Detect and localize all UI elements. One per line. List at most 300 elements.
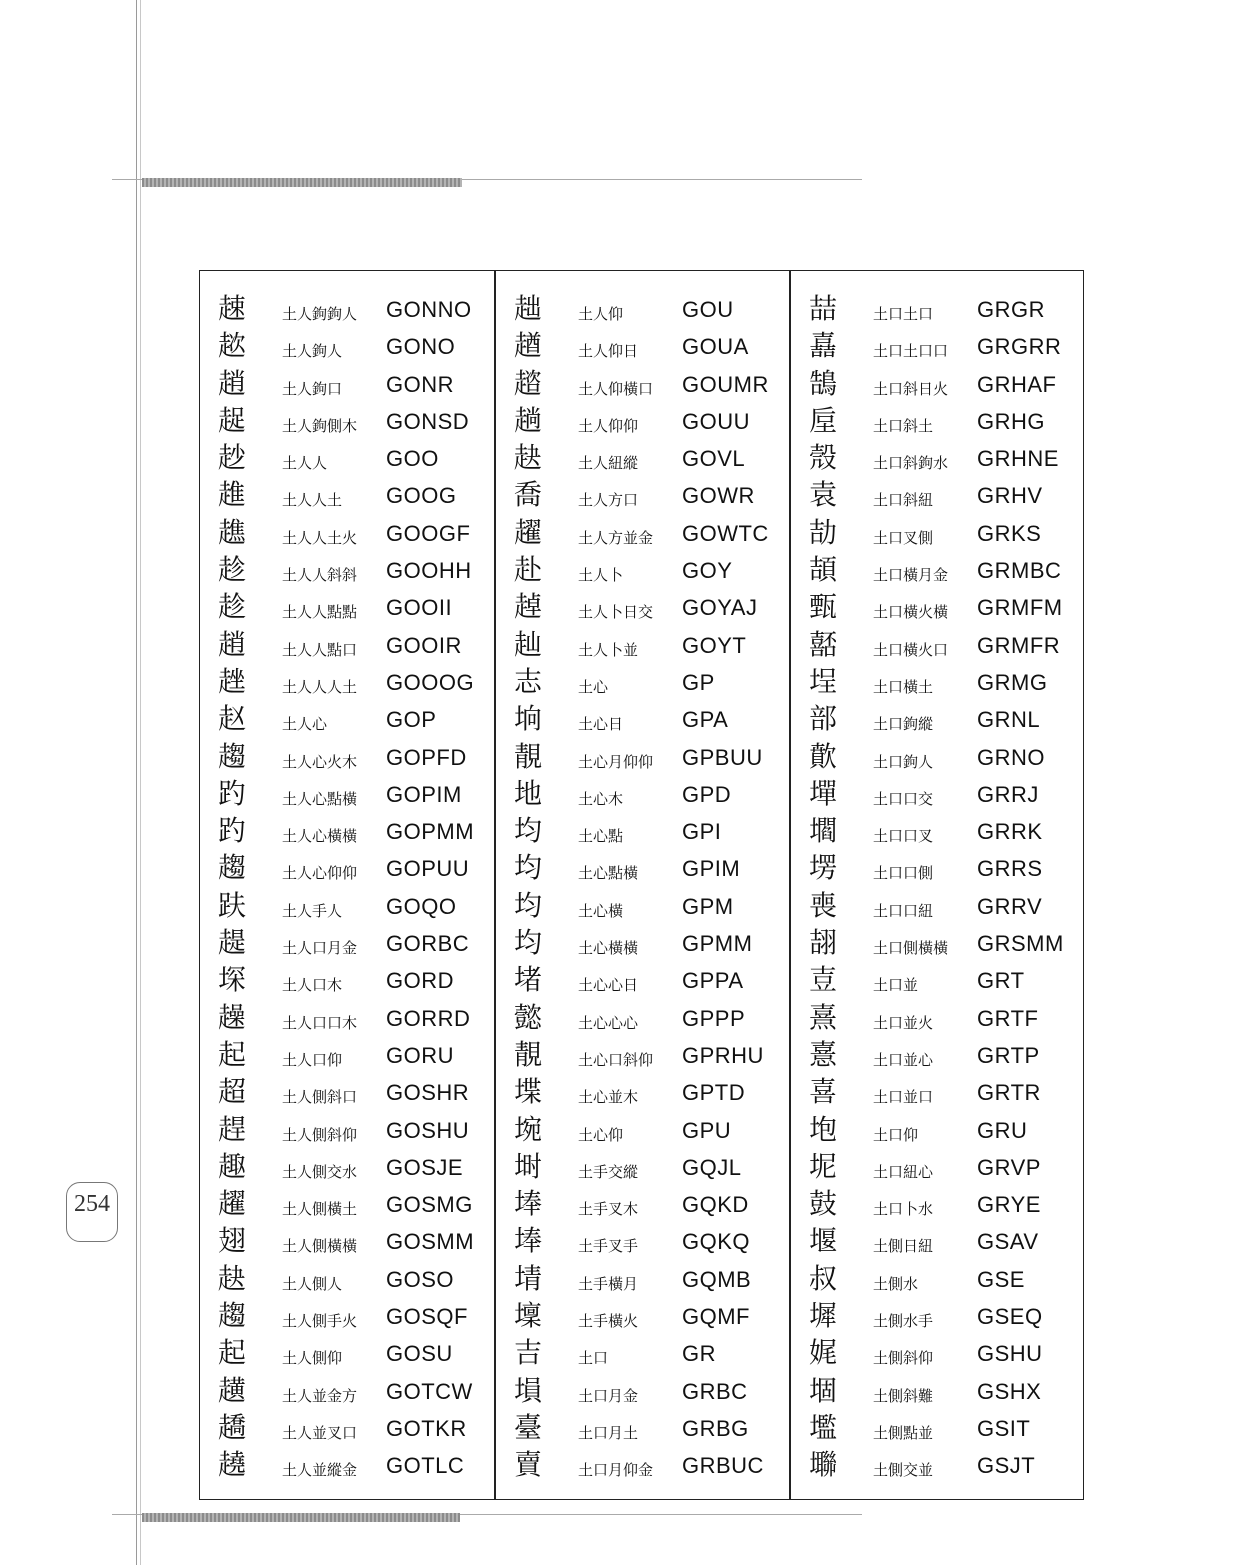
input-code: GOOHH <box>386 558 472 584</box>
character: 趗 <box>218 403 247 437</box>
input-code: GRSMM <box>977 931 1064 957</box>
table-row <box>200 926 490 963</box>
component-names: 土人仰橫口 <box>578 379 654 398</box>
character: 塤 <box>514 1373 543 1407</box>
component-names: 土手叉手 <box>578 1237 639 1256</box>
component-names: 土心口斜仰 <box>578 1050 654 1069</box>
input-code: GOSU <box>386 1341 453 1367</box>
table-row <box>200 516 490 553</box>
character: 埥 <box>514 1261 543 1295</box>
component-names: 土人人點點 <box>282 603 358 622</box>
table-row <box>791 702 1081 739</box>
character: 均 <box>514 814 543 848</box>
input-code: GPD <box>682 781 732 807</box>
table-row <box>200 740 490 777</box>
character: 趭 <box>218 515 247 549</box>
input-code: GRHAF <box>977 371 1057 397</box>
input-code: GOUA <box>682 334 749 360</box>
component-names: 土人口木 <box>282 976 343 995</box>
input-code: GRTP <box>977 1042 1040 1068</box>
character: 壏 <box>809 1410 838 1444</box>
input-code: GRRV <box>977 893 1043 919</box>
component-names: 土心橫 <box>578 901 624 920</box>
input-code: GPPA <box>682 968 744 994</box>
component-names: 土人側橫橫 <box>282 1237 358 1256</box>
character: 懿 <box>514 1000 543 1034</box>
input-code: GPI <box>682 819 722 845</box>
table-row <box>200 1001 490 1038</box>
character: 趨 <box>218 739 247 773</box>
component-names: 土人人 <box>282 454 328 473</box>
component-names: 土口月仰金 <box>578 1461 654 1480</box>
table-row <box>496 702 786 739</box>
component-names: 土心木 <box>578 789 624 808</box>
table-row <box>200 628 490 665</box>
component-names: 土心仰 <box>578 1125 624 1144</box>
component-names: 土口橫火口 <box>873 640 949 659</box>
table-row <box>791 1448 1081 1485</box>
table-row <box>791 777 1081 814</box>
component-names: 土人口口木 <box>282 1013 358 1032</box>
component-names: 土側日紐 <box>873 1237 934 1256</box>
input-code: GOSHR <box>386 1080 470 1106</box>
input-code: GPIM <box>682 856 741 882</box>
input-code: GSHX <box>977 1378 1042 1404</box>
character: 趡 <box>218 478 247 512</box>
input-code: GOSQF <box>386 1304 468 1330</box>
page-number: 254 <box>66 1182 118 1242</box>
table-row <box>496 963 786 1000</box>
character: 趣 <box>218 1149 247 1183</box>
input-code: GPPP <box>682 1005 746 1031</box>
table-row <box>200 1411 490 1448</box>
table-row <box>200 404 490 441</box>
character: 趵 <box>218 776 247 810</box>
character: 喪 <box>809 888 838 922</box>
input-code: GOYAJ <box>682 595 758 621</box>
input-code: GRHG <box>977 408 1045 434</box>
component-names: 土口紐心 <box>873 1162 934 1181</box>
character: 趚 <box>218 292 247 325</box>
table-row <box>496 367 786 404</box>
component-names: 土心日 <box>578 715 624 734</box>
character: 憙 <box>809 1037 838 1071</box>
input-code: GRBG <box>682 1415 749 1441</box>
table-row <box>791 292 1081 329</box>
character: 趯 <box>218 1187 247 1221</box>
input-code: GONNO <box>386 297 472 322</box>
character: 趯 <box>514 515 543 549</box>
component-names: 土側點並 <box>873 1423 934 1442</box>
character: 趪 <box>218 1373 247 1407</box>
component-names: 土口鉤縱 <box>873 715 934 734</box>
table-row <box>496 851 786 888</box>
component-names: 土人手人 <box>282 901 343 920</box>
table-row <box>496 926 786 963</box>
component-names: 土側交並 <box>873 1461 934 1480</box>
input-code: GRMFR <box>977 632 1061 658</box>
character: 趦 <box>514 366 543 400</box>
table-row <box>791 1224 1081 1261</box>
table-row <box>791 1299 1081 1336</box>
table-row <box>200 553 490 590</box>
table-row <box>791 441 1081 478</box>
component-names: 土人人人土 <box>282 677 358 696</box>
input-code: GOTCW <box>386 1378 473 1404</box>
character: 赸 <box>514 627 543 661</box>
input-code: GOQO <box>386 893 457 919</box>
character: 趧 <box>218 926 247 960</box>
input-code: GOY <box>682 558 733 584</box>
table-column-3 <box>791 292 1081 1486</box>
character: 吉 <box>514 1336 543 1370</box>
character: 堰 <box>809 1224 838 1258</box>
table-row <box>791 1374 1081 1411</box>
table-row <box>200 851 490 888</box>
component-names: 土人仰仰 <box>578 416 639 435</box>
table-column-1 <box>200 292 490 1486</box>
component-names: 土心點 <box>578 827 624 846</box>
component-names: 土人人土火 <box>282 528 358 547</box>
character: 志 <box>514 664 543 698</box>
character: 嚭 <box>809 627 838 661</box>
input-code: GP <box>682 669 715 695</box>
component-names: 土口 <box>578 1349 609 1368</box>
component-names: 土人卜 <box>578 566 624 585</box>
character: 壛 <box>809 814 838 848</box>
component-names: 土口並心 <box>873 1050 934 1069</box>
input-code: GOOIR <box>386 632 462 658</box>
input-code: GOPFD <box>386 744 467 770</box>
table-row <box>791 516 1081 553</box>
component-names: 土側水 <box>873 1274 919 1293</box>
component-names: 土人人土 <box>282 491 343 510</box>
input-code: GSEQ <box>977 1304 1043 1330</box>
input-code: GRT <box>977 968 1025 994</box>
component-names: 土口土口口 <box>873 342 949 361</box>
input-code: GRBC <box>682 1378 748 1404</box>
component-names: 土人人斜斜 <box>282 566 358 585</box>
table-row <box>200 1113 490 1150</box>
character: 埕 <box>809 664 838 698</box>
table-row <box>200 329 490 366</box>
component-names: 土心橫橫 <box>578 939 639 958</box>
input-code: GOSHU <box>386 1117 470 1143</box>
table-row <box>200 1075 490 1112</box>
character: 墠 <box>809 776 838 810</box>
component-names: 土人方口 <box>578 491 639 510</box>
table-row <box>496 1150 786 1187</box>
component-names: 土心月仰仰 <box>578 752 654 771</box>
character: 坭 <box>809 1149 838 1183</box>
character: 均 <box>514 926 543 960</box>
input-code: GRGR <box>977 297 1045 322</box>
character: 趁 <box>218 590 247 624</box>
table-row <box>791 1262 1081 1299</box>
component-names: 土口並 <box>873 976 919 995</box>
character: 靚 <box>514 1037 543 1071</box>
table-row <box>791 963 1081 1000</box>
input-code: GOPMM <box>386 819 475 845</box>
character: 趺 <box>218 888 247 922</box>
input-code: GSIT <box>977 1415 1031 1441</box>
table-row <box>200 1262 490 1299</box>
component-names: 土側水手 <box>873 1312 934 1331</box>
character: 嚞 <box>809 329 838 363</box>
table-row <box>496 1411 786 1448</box>
character: 喜 <box>809 1075 838 1109</box>
component-names: 土人卜並 <box>578 640 639 659</box>
table-row <box>791 553 1081 590</box>
character: 起 <box>218 1037 247 1071</box>
component-names: 土人人點口 <box>282 640 358 659</box>
table-row <box>200 367 490 404</box>
component-names: 土人側手火 <box>282 1312 358 1331</box>
component-names: 土人仰 <box>578 305 624 323</box>
character: 趵 <box>218 814 247 848</box>
table-row <box>496 740 786 777</box>
character: 趙 <box>218 627 247 661</box>
input-code: GORU <box>386 1042 454 1068</box>
table-row <box>496 590 786 627</box>
input-code: GRTF <box>977 1005 1039 1031</box>
table-row <box>200 1038 490 1075</box>
component-names: 土口斜土 <box>873 416 934 435</box>
table-row <box>200 1187 490 1224</box>
table-row <box>496 1113 786 1150</box>
input-code: GONR <box>386 371 454 397</box>
input-code: GRMBC <box>977 558 1062 584</box>
character: 袁 <box>809 478 838 512</box>
input-code: GSHU <box>977 1341 1043 1367</box>
input-code: GRKS <box>977 520 1042 546</box>
component-names: 土口側橫橫 <box>873 939 949 958</box>
component-names: 土側斜難 <box>873 1386 934 1405</box>
component-names: 土人並叉口 <box>282 1423 358 1442</box>
component-names: 土心並木 <box>578 1088 639 1107</box>
component-names: 土人側斜仰 <box>282 1125 358 1144</box>
table-row <box>496 1075 786 1112</box>
table-row <box>791 926 1081 963</box>
component-names: 土人側橫土 <box>282 1200 358 1219</box>
table-row <box>200 665 490 702</box>
character: 趥 <box>514 329 543 363</box>
input-code: GOOII <box>386 595 453 621</box>
input-code: GORD <box>386 968 454 994</box>
character: 墀 <box>809 1299 838 1333</box>
component-names: 土人並金方 <box>282 1386 358 1405</box>
input-code: GQKQ <box>682 1229 751 1255</box>
component-names: 土人側仰 <box>282 1349 343 1368</box>
component-names: 土口並火 <box>873 1013 934 1032</box>
component-names: 土人鉤口 <box>282 379 343 398</box>
character: 鼓 <box>809 1187 838 1221</box>
character: 堔 <box>218 963 247 997</box>
input-code: GRRJ <box>977 781 1039 807</box>
table-row <box>791 1150 1081 1187</box>
character: 娓 <box>809 1336 838 1370</box>
table-row <box>496 1224 786 1261</box>
component-names: 土口斜鉤水 <box>873 454 949 473</box>
character: 堵 <box>514 963 543 997</box>
component-names: 土人心火木 <box>282 752 358 771</box>
table-row <box>496 1262 786 1299</box>
input-code: GORRD <box>386 1005 471 1031</box>
table-row <box>200 702 490 739</box>
character: 埲 <box>514 1187 543 1221</box>
input-code: GR <box>682 1341 716 1367</box>
input-code: GPRHU <box>682 1042 764 1068</box>
character: 殼 <box>809 441 838 475</box>
character: 垧 <box>514 702 543 736</box>
character: 均 <box>514 851 543 885</box>
component-names: 土手橫月 <box>578 1274 639 1293</box>
component-names: 土口仰 <box>873 1125 919 1144</box>
character: 趉 <box>514 292 543 325</box>
table-row <box>496 516 786 553</box>
input-code: GOUU <box>682 408 750 434</box>
component-names: 土人並縱金 <box>282 1461 358 1480</box>
table-row <box>200 1150 490 1187</box>
table-row <box>496 404 786 441</box>
input-code: GRYE <box>977 1192 1041 1218</box>
component-names: 土口橫火橫 <box>873 603 949 622</box>
table-row <box>791 367 1081 404</box>
character: 靚 <box>514 739 543 773</box>
component-names: 土手交縱 <box>578 1162 639 1181</box>
character: 趟 <box>514 403 543 437</box>
component-names: 土手叉木 <box>578 1200 639 1219</box>
table-row <box>496 889 786 926</box>
input-code: GSAV <box>977 1229 1039 1255</box>
table-row <box>496 628 786 665</box>
input-code: GOP <box>386 707 437 733</box>
table-row <box>791 889 1081 926</box>
character: 趠 <box>514 590 543 624</box>
input-code: GRNL <box>977 707 1041 733</box>
character: 趨 <box>218 1299 247 1333</box>
component-names: 土口斜紐 <box>873 491 934 510</box>
table-row <box>200 478 490 515</box>
component-names: 土口鉤人 <box>873 752 934 771</box>
component-names: 土口口叉 <box>873 827 934 846</box>
character: 熹 <box>809 1000 838 1034</box>
component-names: 土口橫土 <box>873 677 934 696</box>
character: 喬 <box>514 478 543 512</box>
table-row <box>200 889 490 926</box>
component-names: 土口口交 <box>873 789 934 808</box>
component-names: 土人鉤側木 <box>282 416 358 435</box>
input-code: GSE <box>977 1266 1025 1292</box>
input-code: GOPUU <box>386 856 470 882</box>
input-code: GOSMM <box>386 1229 475 1255</box>
component-names: 土人心仰仰 <box>282 864 358 883</box>
input-code: GOO <box>386 446 439 472</box>
table-row <box>791 851 1081 888</box>
character: 垕 <box>809 403 838 437</box>
table-row <box>200 441 490 478</box>
table-row <box>791 329 1081 366</box>
table-row <box>496 1038 786 1075</box>
character: 均 <box>514 888 543 922</box>
table-row <box>791 1075 1081 1112</box>
input-code: GPA <box>682 707 729 733</box>
input-code: GOOG <box>386 483 457 509</box>
table-row <box>791 740 1081 777</box>
component-names: 土人紐縱 <box>578 454 639 473</box>
input-code: GOSMG <box>386 1192 473 1218</box>
table-row <box>200 292 490 329</box>
input-code: GRGRR <box>977 334 1062 360</box>
component-names: 土人側交水 <box>282 1162 358 1181</box>
table-row <box>200 1224 490 1261</box>
input-code: GRRS <box>977 856 1043 882</box>
input-code: GOTLC <box>386 1453 465 1479</box>
input-code: GRMFM <box>977 595 1063 621</box>
component-names: 土口叉側 <box>873 528 934 547</box>
character: 埘 <box>514 1149 543 1183</box>
component-names: 土手橫火 <box>578 1312 639 1331</box>
component-names: 土人卜日交 <box>578 603 654 622</box>
table-row <box>496 1374 786 1411</box>
left-margin-line <box>136 0 137 1565</box>
input-code: GOOGF <box>386 520 471 546</box>
input-code: GRHV <box>977 483 1043 509</box>
input-code: GRHNE <box>977 446 1059 472</box>
character: 赵 <box>218 702 247 736</box>
character: 鵠 <box>809 366 838 400</box>
character: 壴 <box>809 963 838 997</box>
input-code: GRU <box>977 1117 1028 1143</box>
top-rule-bar <box>142 178 462 187</box>
character: 壣 <box>809 1448 838 1482</box>
table-row <box>791 814 1081 851</box>
character: 賣 <box>514 1448 543 1482</box>
component-names: 土人方並金 <box>578 528 654 547</box>
table-row <box>200 1336 490 1373</box>
input-code: GOTKR <box>386 1415 467 1441</box>
input-code: GQKD <box>682 1192 749 1218</box>
input-code: GSJT <box>977 1453 1036 1479</box>
table-row <box>791 404 1081 441</box>
character: 甄 <box>809 590 838 624</box>
input-code: GPBUU <box>682 744 763 770</box>
input-code: GOWR <box>682 483 755 509</box>
bottom-rule-bar <box>142 1513 460 1522</box>
input-code: GOVL <box>682 446 746 472</box>
table-row <box>791 1001 1081 1038</box>
table-row <box>791 665 1081 702</box>
input-code: GRTR <box>977 1080 1041 1106</box>
input-code: GPM <box>682 893 734 919</box>
table-row <box>200 1299 490 1336</box>
component-names: 土人口仰 <box>282 1050 343 1069</box>
component-names: 土人鉤鉤人 <box>282 305 358 323</box>
table-row <box>200 1374 490 1411</box>
input-code: GPMM <box>682 931 753 957</box>
input-code: GOSJE <box>386 1154 464 1180</box>
left-margin-line-inner <box>140 0 141 1565</box>
table-row <box>496 1299 786 1336</box>
table-row <box>496 478 786 515</box>
character: 翓 <box>809 926 838 960</box>
input-code: GQMF <box>682 1304 750 1330</box>
character: 趑 <box>218 329 247 363</box>
input-code: GPU <box>682 1117 732 1143</box>
character: 臺 <box>514 1410 543 1444</box>
component-names: 土人心橫橫 <box>282 827 358 846</box>
component-names: 土口口紐 <box>873 901 934 920</box>
